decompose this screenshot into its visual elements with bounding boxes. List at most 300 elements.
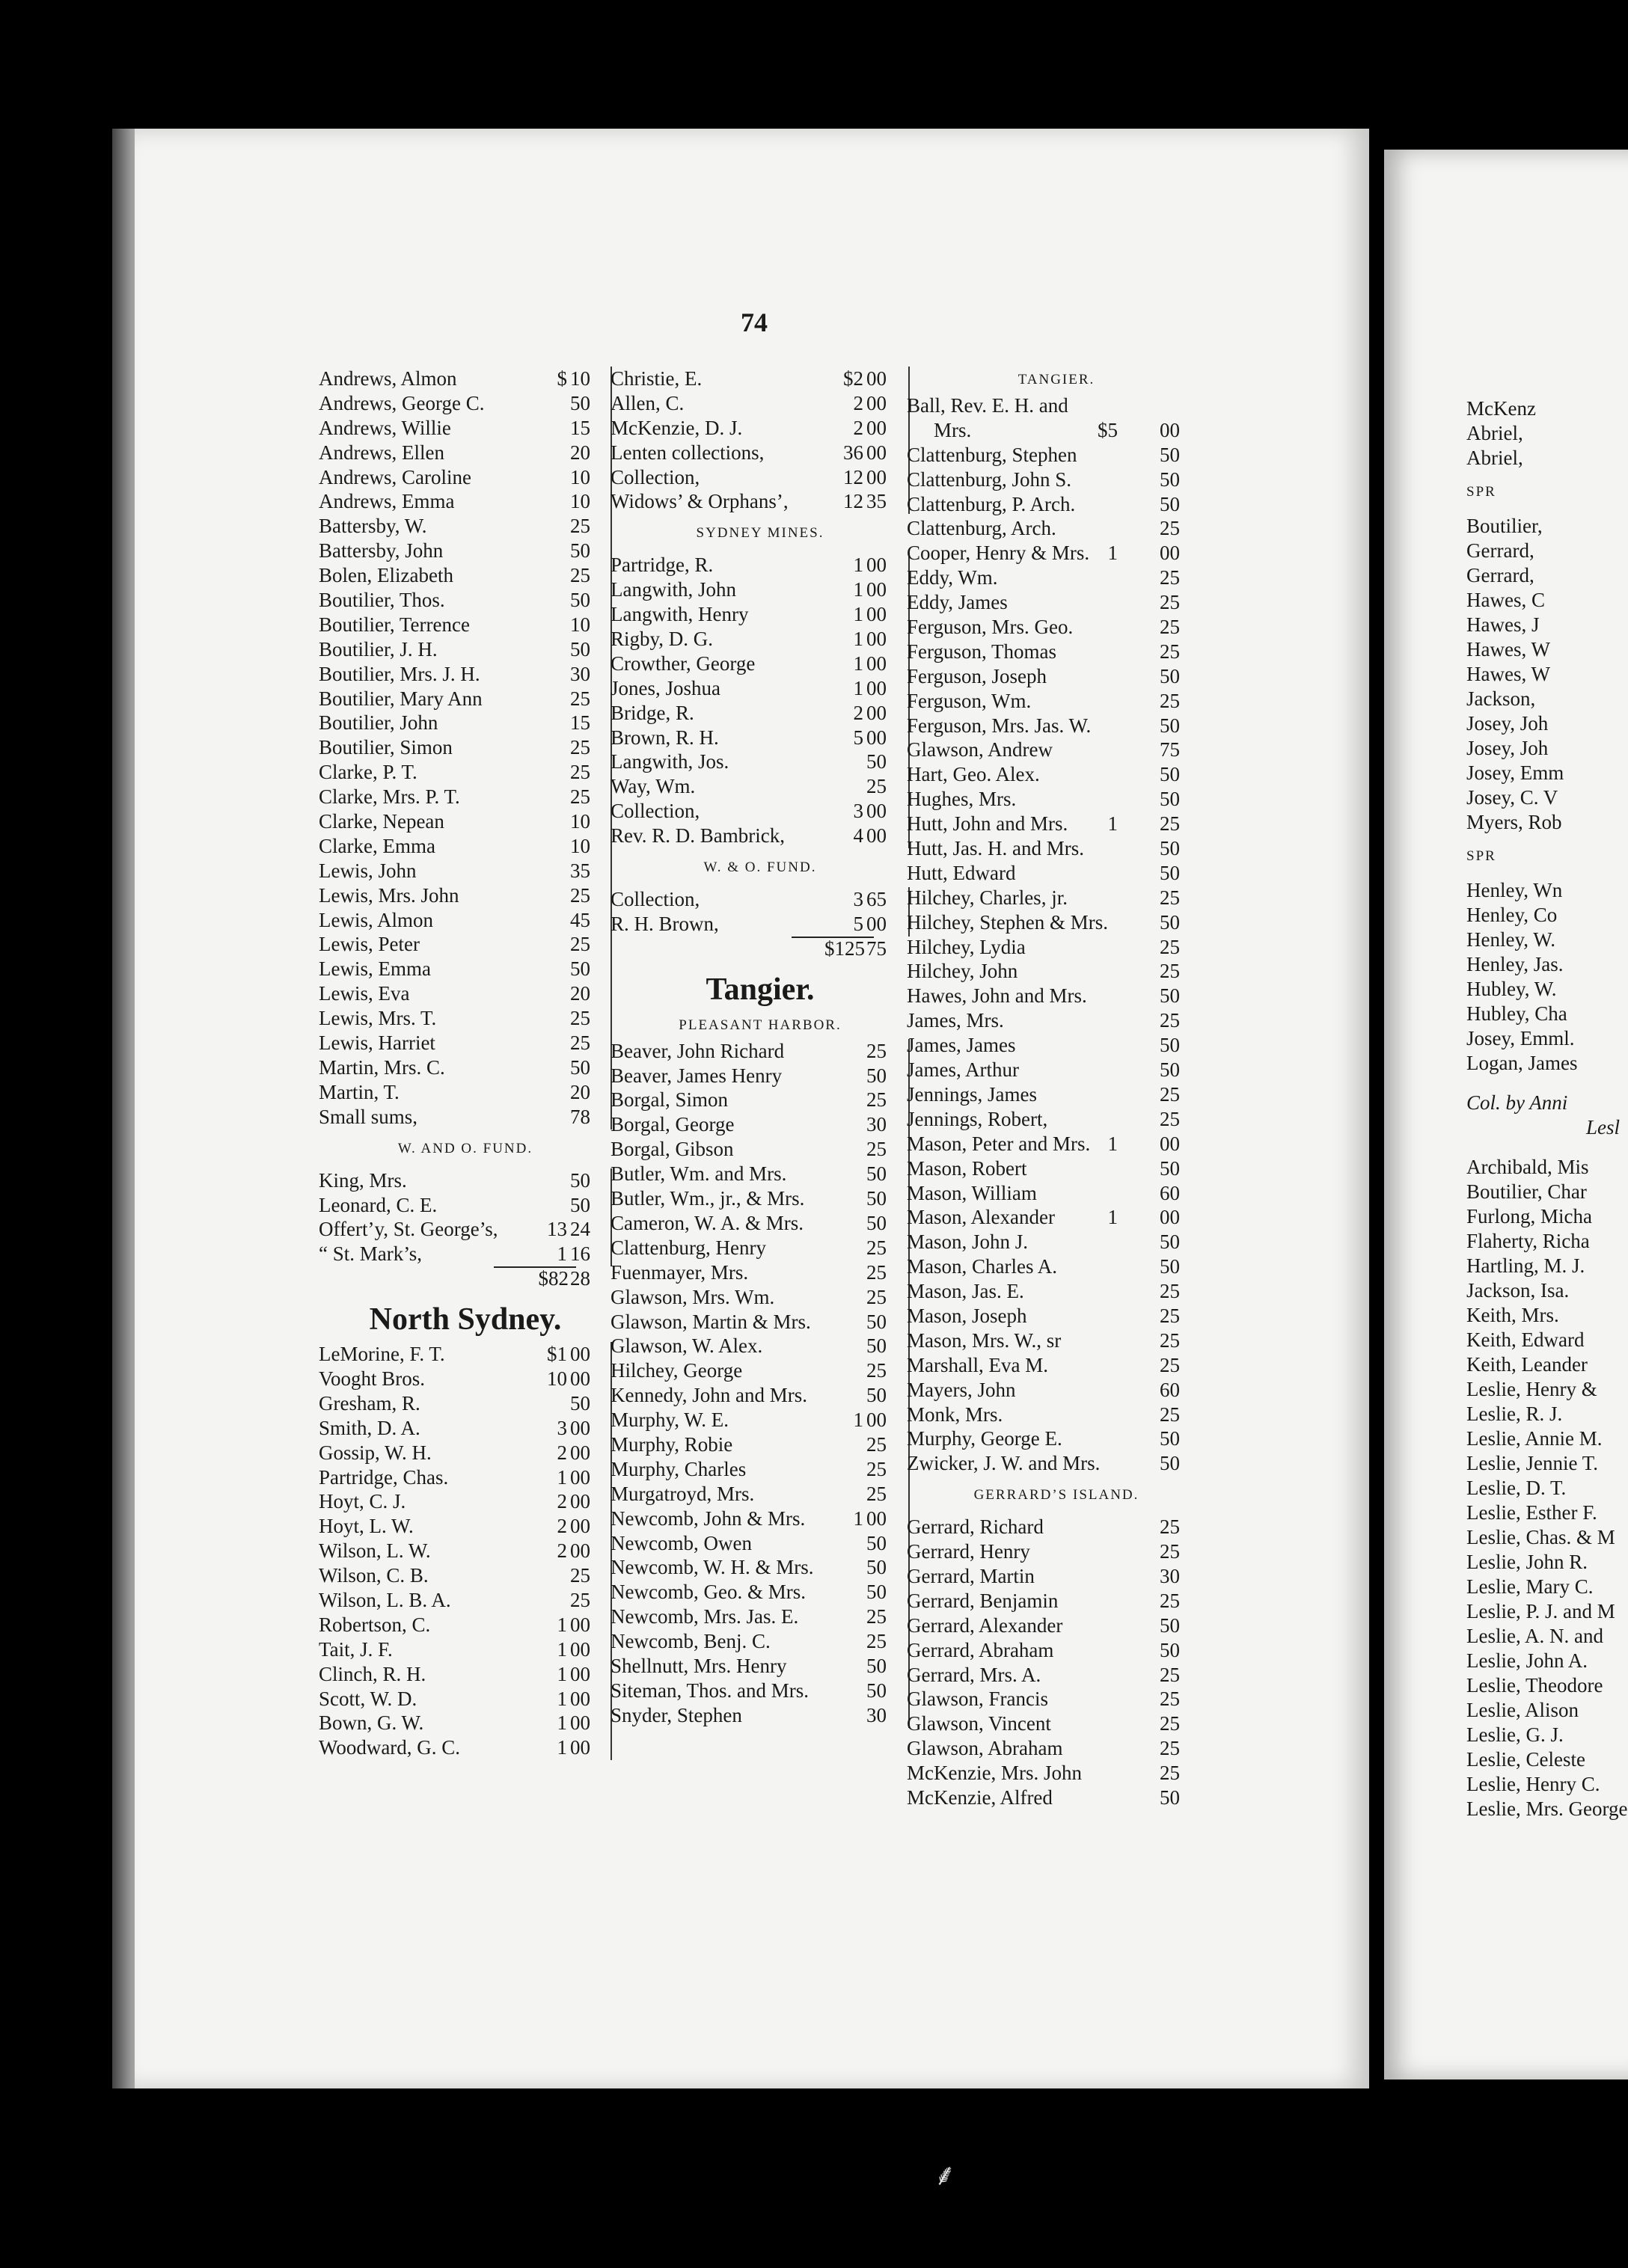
entry-row (907, 1761, 1206, 1786)
entry-cents: 00 (866, 441, 887, 464)
entry-cents: 50 (866, 1581, 887, 1604)
entry-cents: 00 (570, 1416, 590, 1439)
entry-name: Josey, Emml. (1466, 1027, 1575, 1049)
entry-name: Newcomb, Geo. & Mrs. (610, 1581, 806, 1604)
entry-row (319, 1055, 612, 1080)
entry-dollars: 1 (853, 603, 863, 626)
entry-cents: 00 (570, 1613, 590, 1636)
entry-name: Battersby, John (319, 539, 444, 563)
entry-cents: 50 (1160, 1034, 1180, 1057)
entry-cents: 00 (866, 603, 887, 626)
entry-cents: 10 (570, 834, 590, 857)
entry-dollars: $5 (1098, 418, 1118, 441)
entry-row (610, 416, 910, 441)
entry-row (319, 1168, 612, 1193)
entry-cents: 25 (866, 1138, 887, 1161)
section-title: Tangier. (706, 972, 815, 1007)
entry-name: Glawson, Mrs. Wm. (610, 1285, 775, 1308)
total-dollars: $125 (824, 937, 865, 960)
entry-name: Hilchey, George (610, 1359, 743, 1382)
entry-name: Andrews, Ellen (319, 441, 444, 464)
entry-row (610, 1507, 910, 1531)
entry-row (907, 418, 1206, 443)
entry-row (319, 1367, 612, 1391)
entry-name: Bridge, R. (610, 701, 694, 724)
entry-dollars: 5 (853, 726, 863, 749)
entry-row (319, 1006, 612, 1031)
total-row (319, 1266, 612, 1291)
entry-cents: 15 (570, 416, 590, 439)
entry-cents: 25 (1160, 1737, 1180, 1760)
entry-row (319, 1489, 612, 1514)
entry-cents: 50 (1160, 910, 1180, 934)
entry-cents: 00 (866, 391, 887, 414)
entry-name: Mason, Robert (907, 1156, 1027, 1180)
entry-row (610, 441, 910, 465)
entry-dollars: 2 (853, 391, 863, 414)
entry-name: Hubley, W. (1466, 978, 1557, 1000)
entry-name: Logan, James (1466, 1052, 1578, 1074)
entry-row (907, 1378, 1206, 1403)
entry-cents: 00 (1160, 542, 1180, 565)
entry-cents: 00 (866, 554, 887, 577)
entry-row (907, 1515, 1206, 1539)
entry-name: Crowther, George (610, 652, 756, 675)
total-row (610, 937, 910, 961)
entry-row (907, 812, 1206, 836)
entry-name: Boutilier, Char (1466, 1180, 1587, 1203)
entry-name: Fuenmayer, Mrs. (610, 1260, 749, 1284)
entry-name: Archibald, Mis (1466, 1156, 1589, 1178)
entry-name: Henley, Jas. (1466, 953, 1564, 975)
entry-name: Furlong, Micha (1466, 1205, 1592, 1228)
entry-cents: 50 (866, 1384, 887, 1407)
entry-row (319, 367, 612, 391)
entry-row (610, 1531, 910, 1556)
entry-name: Cameron, W. A. & Mrs. (610, 1211, 804, 1234)
entry-name: Keith, Leander (1466, 1353, 1588, 1376)
spacer (1466, 1076, 1628, 1091)
entry-cents: 00 (570, 1662, 590, 1685)
entry-row (907, 738, 1206, 762)
entry-row (907, 762, 1206, 787)
entry-row (907, 959, 1206, 984)
entry-row (610, 1039, 910, 1064)
entry-row (907, 714, 1206, 738)
entry-row (319, 465, 612, 490)
entry-row (319, 1193, 612, 1218)
entry-dollars: 2 (853, 701, 863, 724)
entry-row (319, 662, 612, 687)
entry-cents: 10 (570, 490, 590, 513)
entry-row (610, 489, 910, 514)
entry-row (907, 1564, 1206, 1589)
entry-cents: 00 (570, 1367, 590, 1390)
entry-name: Lewis, John (319, 859, 417, 882)
entry-row (610, 1112, 910, 1137)
entry-row (907, 1451, 1206, 1476)
entry-cents: 50 (1160, 443, 1180, 466)
scan-mark: ⸙ (934, 2158, 956, 2192)
entry-dollars: 5 (853, 912, 863, 935)
entry-dollars: 1 (557, 1736, 567, 1759)
column-2 (610, 367, 910, 1728)
entry-name: Gerrard, Alexander (907, 1613, 1063, 1637)
entry-name: Murphy, W. E. (610, 1409, 729, 1432)
entry-name: Gossip, W. H. (319, 1441, 432, 1464)
entry-dollars: 3 (853, 888, 863, 911)
entry-cents: 50 (866, 1211, 887, 1234)
entry-row (907, 516, 1206, 541)
entry-name: Lewis, Emma (319, 957, 431, 981)
entry-row (610, 701, 910, 726)
entry-cents: 25 (1160, 812, 1180, 836)
entry-name: Glawson, Andrew (907, 738, 1053, 761)
entry-cents: 00 (570, 1343, 590, 1366)
entry-cents: 25 (570, 1032, 590, 1055)
entry-name: Mason, Peter and Mrs. (907, 1132, 1091, 1155)
entry-name: “ St. Mark’s, (319, 1242, 422, 1266)
entry-row (319, 1735, 612, 1760)
total-cents: 75 (866, 937, 887, 960)
entry-row (907, 787, 1206, 812)
entry-row (907, 640, 1206, 664)
entry-name: Rigby, D. G. (610, 628, 714, 651)
entry-cents: 00 (1160, 418, 1180, 441)
entry-name: Tait, J. F. (319, 1637, 393, 1661)
entry-row (907, 1403, 1206, 1427)
entry-cents: 25 (1160, 566, 1180, 589)
entry-cents: 25 (570, 687, 590, 710)
entry-cents: 30 (570, 662, 590, 685)
entry-dollars: 2 (853, 416, 863, 439)
entry-dollars: 1 (853, 554, 863, 577)
entry-cents: 50 (1160, 492, 1180, 515)
entry-row (610, 1432, 910, 1457)
entry-cents: 50 (570, 1391, 590, 1415)
entry-cents: 00 (570, 1637, 590, 1661)
entry-row (319, 809, 612, 834)
entry-row (907, 1328, 1206, 1353)
entry-cents: 25 (866, 1432, 887, 1456)
entry-name: Martin, T. (319, 1080, 400, 1103)
entry-name: Myers, Rob (1466, 811, 1562, 833)
entry-name: Eddy, Wm. (907, 566, 998, 589)
entry-cents: 00 (1160, 1132, 1180, 1155)
entry-cents: 10 (570, 613, 590, 636)
entry-name: Henley, Wn (1466, 879, 1563, 901)
entry-name: Ferguson, Mrs. Jas. W. (907, 714, 1092, 737)
entry-name: Murphy, Charles (610, 1457, 747, 1480)
entry-name: Hoyt, L. W. (319, 1515, 414, 1538)
entry-row (319, 1514, 612, 1539)
entry-name: Jennings, Robert, (907, 1107, 1048, 1130)
entry-cents: 50 (1160, 1156, 1180, 1180)
entry-name: Ferguson, Thomas (907, 640, 1057, 663)
entry-cents: 00 (866, 628, 887, 651)
entry-name: Lewis, Eva (319, 982, 410, 1005)
entry-name: Small sums, (319, 1105, 418, 1128)
entry-cents: 50 (570, 957, 590, 981)
entry-row (319, 1613, 612, 1637)
entry-name: Snyder, Stephen (610, 1703, 742, 1726)
entry-row (907, 886, 1206, 910)
entry-name: Clarke, Mrs. P. T. (319, 785, 460, 809)
entry-name: Leslie, Mrs. George (1466, 1797, 1628, 1820)
entry-name: Hawes, W (1466, 663, 1550, 685)
entry-name: Leslie, G. J. (1466, 1723, 1564, 1746)
entry-cents: 00 (866, 912, 887, 935)
entry-name: Clarke, Emma (319, 834, 435, 857)
entry-cents: 50 (1160, 1058, 1180, 1082)
entry-row (610, 1654, 910, 1679)
total-dollars: $82 (538, 1267, 569, 1290)
entry-row (610, 1137, 910, 1162)
entry-row (319, 1105, 612, 1130)
entry-name: Henley, W. (1466, 928, 1555, 951)
entry-name: Hawes, W (1466, 638, 1550, 661)
entry-name: Lewis, Almon (319, 908, 433, 931)
entry-dollars: 1 (1107, 1206, 1118, 1229)
entry-name: McKenzie, Mrs. John (907, 1762, 1082, 1785)
entry-name: Mrs. (934, 418, 972, 441)
entry-name: Christie, E. (610, 367, 703, 390)
section-heading: TANGIER. (1018, 372, 1095, 387)
entry-name: Leslie, R. J. (1466, 1403, 1563, 1425)
entry-cents: 25 (570, 785, 590, 809)
section-title: North Sydney. (369, 1302, 562, 1337)
entry-cents: 25 (570, 883, 590, 907)
entry-name: Hutt, Jas. H. and Mrs. (907, 837, 1084, 860)
entry-dollars: 1 (853, 1409, 863, 1432)
entry-cents: 00 (866, 726, 887, 749)
entry-cents: 50 (1160, 1452, 1180, 1475)
entry-cents: 00 (570, 1539, 590, 1563)
entry-row (319, 1031, 612, 1055)
entry-name: Martin, Mrs. C. (319, 1055, 445, 1079)
entry-row (907, 1033, 1206, 1058)
entry-name: Rev. R. D. Bambrick, (610, 824, 785, 848)
total-cents: 28 (570, 1267, 590, 1290)
entry-row (907, 1736, 1206, 1761)
entry-name: Way, Wm. (610, 775, 696, 798)
entry-row (907, 1687, 1206, 1711)
entry-cents: 25 (570, 761, 590, 784)
entry-cents: 25 (1160, 616, 1180, 639)
entry-name: Gerrard, Martin (907, 1564, 1035, 1587)
entry-row (319, 735, 612, 760)
entry-dollars: 1 (853, 1507, 863, 1530)
entry-name: Hughes, Mrs. (907, 788, 1017, 811)
entry-name: Andrews, Emma (319, 490, 455, 513)
entry-name: Leslie, Jennie T. (1466, 1452, 1598, 1474)
entry-name: Boutilier, Mary Ann (319, 687, 483, 710)
entry-row (319, 637, 612, 662)
entry-cents: 25 (866, 775, 887, 798)
entry-dollars: 1 (1107, 812, 1118, 836)
entry-row (319, 563, 612, 588)
entry-name: Mayers, John (907, 1378, 1016, 1401)
entry-dollars: 1 (853, 578, 863, 601)
entry-cents: 60 (1160, 1378, 1180, 1401)
entry-row (610, 1457, 910, 1482)
entry-name: Beaver, James Henry (610, 1064, 783, 1087)
entry-name: Lewis, Mrs. T. (319, 1007, 437, 1030)
page-number: 74 (741, 307, 768, 337)
entry-row (907, 1663, 1206, 1688)
entry-cents: 10 (570, 367, 590, 390)
entry-dollars: 2 (557, 1441, 567, 1464)
entry-row (907, 1786, 1206, 1810)
entry-cents: 00 (866, 676, 887, 699)
entry-row (610, 1679, 910, 1703)
entry-name: Hilchey, John (907, 960, 1018, 983)
entry-dollars: 1 (853, 676, 863, 699)
entry-cents: 25 (866, 1236, 887, 1259)
entry-cents: 25 (866, 1630, 887, 1653)
entry-row (907, 566, 1206, 590)
entry-cents: 25 (1160, 1009, 1180, 1032)
italic-line: Lesl (1586, 1116, 1621, 1138)
entry-row (319, 514, 612, 539)
entry-name: Collection, (610, 800, 700, 823)
entry-name: Mason, Mrs. W., sr (907, 1328, 1062, 1352)
entry-name: Langwith, Jos. (610, 750, 729, 773)
entry-cents: 30 (866, 1703, 887, 1726)
entry-dollars: 1 (557, 1637, 567, 1661)
entry-row (907, 1230, 1206, 1254)
entry-row (907, 1181, 1206, 1206)
entry-row (319, 416, 612, 441)
entry-row (610, 602, 910, 627)
entry-name: Boutilier, Terrence (319, 613, 470, 636)
entry-dollars: 1 (557, 1242, 567, 1266)
entry-name: Gerrard, Richard (907, 1515, 1044, 1539)
entry-row (907, 1205, 1206, 1230)
entry-cents: 20 (570, 441, 590, 464)
entry-row (319, 1217, 612, 1242)
entry-cents: 50 (1160, 861, 1180, 884)
entry-name: Mason, John J. (907, 1230, 1029, 1254)
entry-row (907, 1638, 1206, 1663)
entry-cents: 50 (570, 1193, 590, 1216)
entry-name: Newcomb, Mrs. Jas. E. (610, 1605, 799, 1628)
entry-row (610, 1703, 910, 1728)
entry-name: Bolen, Elizabeth (319, 564, 453, 587)
entry-cents: 50 (866, 1064, 887, 1087)
entry-cents: 25 (1160, 1688, 1180, 1711)
entry-name: Lewis, Harriet (319, 1032, 435, 1055)
entry-row (319, 1711, 612, 1735)
entry-name: Hawes, J (1466, 613, 1540, 636)
entry-cents: 50 (866, 1654, 887, 1677)
entry-name: Offert’y, St. George’s, (319, 1218, 498, 1241)
entry-name: Collection, (610, 465, 700, 488)
entry-name: Eddy, James (907, 591, 1008, 614)
entry-row (319, 1588, 612, 1613)
entry-row (907, 492, 1206, 517)
spacer (1466, 1140, 1628, 1155)
entry-row (319, 785, 612, 809)
entry-name: Widows’ & Orphans’, (610, 490, 789, 513)
entry-row (907, 1279, 1206, 1304)
entry-row (610, 1334, 910, 1358)
entry-cents: 00 (1160, 1206, 1180, 1229)
entry-cents: 00 (866, 416, 887, 439)
entry-row (319, 687, 612, 711)
entry-name: Glawson, W. Alex. (610, 1334, 763, 1358)
entry-row (907, 393, 1206, 418)
entry-cents: 25 (1160, 1589, 1180, 1612)
entry-name: Hilchey, Stephen & Mrs. (907, 910, 1108, 934)
entry-name: Monk, Mrs. (907, 1403, 1003, 1426)
entry-cents: 25 (1160, 591, 1180, 614)
entry-cents: 25 (1160, 1663, 1180, 1686)
entry-name: Wilson, L. W. (319, 1539, 431, 1563)
entry-cents: 00 (570, 1465, 590, 1489)
entry-row (610, 391, 910, 416)
entry-cents: 25 (570, 736, 590, 759)
right-page-column (1466, 396, 1628, 1821)
entry-dollars: 1 (557, 1613, 567, 1636)
entry-name: Andrews, Willie (319, 416, 451, 439)
entry-row (907, 984, 1206, 1008)
entry-cents: 25 (1160, 960, 1180, 983)
entry-name: Andrews, George C. (319, 391, 485, 414)
entry-cents: 50 (570, 391, 590, 414)
entry-row (907, 590, 1206, 615)
entry-name: Kennedy, John and Mrs. (610, 1384, 807, 1407)
entry-cents: 25 (1160, 1403, 1180, 1426)
entry-dollars: 3 (557, 1416, 567, 1439)
entry-cents: 00 (570, 1515, 590, 1538)
entry-name: Hilchey, Lydia (907, 935, 1026, 958)
entry-row (907, 1132, 1206, 1156)
entry-name: Langwith, Henry (610, 603, 749, 626)
entry-cents: 50 (1160, 984, 1180, 1008)
entry-name: Leslie, Mary C. (1466, 1575, 1594, 1598)
entry-row (319, 489, 612, 514)
entry-name: Murgatroyd, Mrs. (610, 1482, 755, 1505)
entry-row (907, 910, 1206, 935)
entry-row (610, 1236, 910, 1260)
entry-row (319, 441, 612, 465)
entry-name: Keith, Mrs. (1466, 1304, 1559, 1326)
entry-cents: 50 (866, 1531, 887, 1554)
entry-cents: 10 (570, 465, 590, 488)
entry-row (907, 861, 1206, 886)
entry-row (907, 664, 1206, 689)
entry-cents: 50 (1160, 763, 1180, 786)
entry-cents: 50 (570, 637, 590, 661)
entry-cents: 75 (1160, 738, 1180, 761)
entry-row (907, 443, 1206, 468)
entry-name: Scott, W. D. (319, 1687, 417, 1710)
entry-cents: 25 (1160, 1712, 1180, 1735)
entry-row (610, 774, 910, 799)
entry-row (907, 541, 1206, 566)
entry-name: Andrews, Almon (319, 367, 457, 390)
entry-row (907, 1058, 1206, 1082)
entry-cents: 35 (866, 490, 887, 513)
entry-dollars: $1 (547, 1343, 567, 1366)
entry-cents: 00 (570, 1711, 590, 1735)
entry-name: Glawson, Vincent (907, 1712, 1051, 1735)
entry-name: Smith, D. A. (319, 1416, 420, 1439)
entry-row (610, 627, 910, 652)
entry-name: Ball, Rev. E. H. and (907, 394, 1068, 417)
entry-name: Leslie, Alison (1466, 1699, 1579, 1721)
